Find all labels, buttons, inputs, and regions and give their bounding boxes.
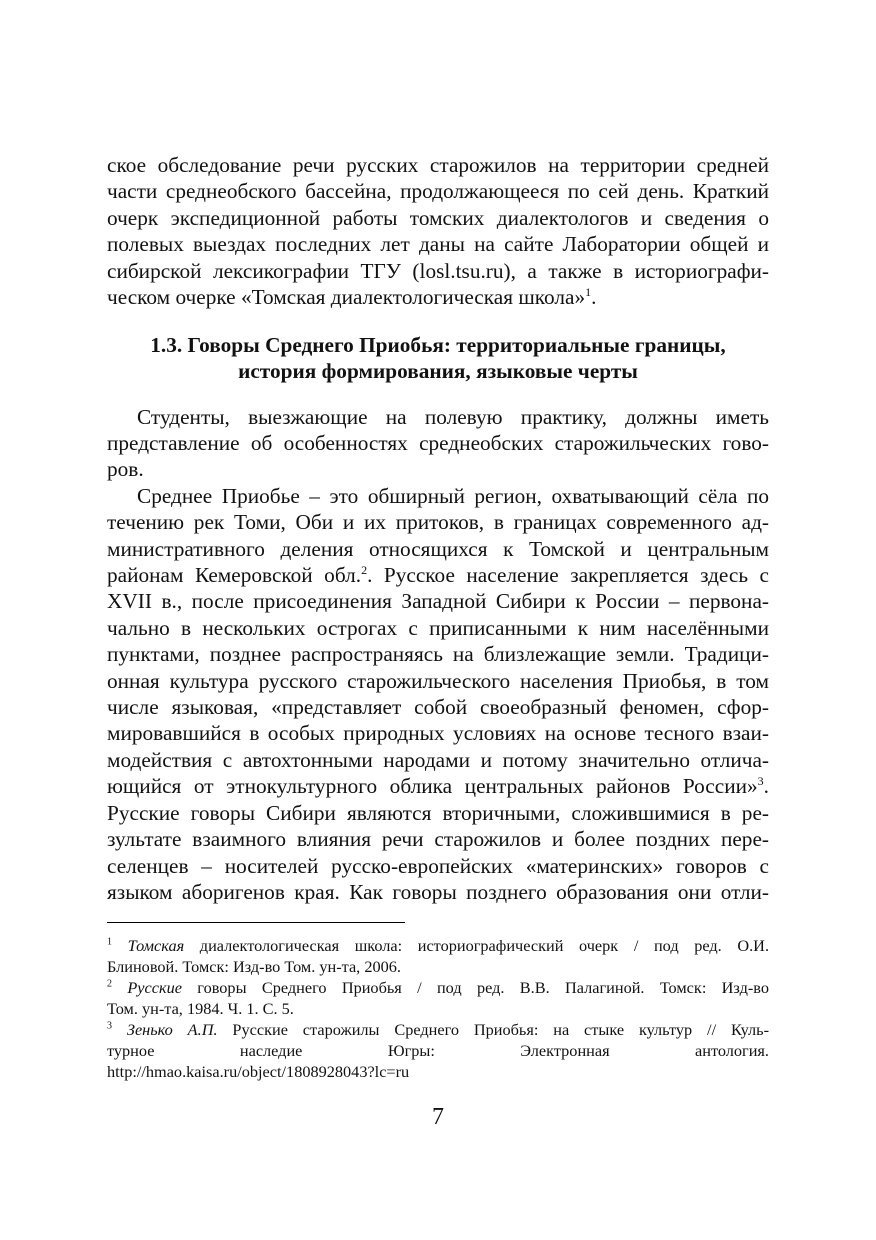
text-line: очерк экспедиционной работы томских диалектологов и сведения о <box>107 206 769 230</box>
text-line: Русские говоры Сибири являются вторичными, сложившимися в ре- <box>107 801 769 825</box>
text-line: Среднее Приобье – это обширный регион, охватывающий сёла по <box>137 484 769 508</box>
text-line: представление об особенностях среднеобских старожильческих гово- <box>107 431 769 455</box>
text-line: числе языковая, «представляет собой своеобразный феномен, сфор- <box>107 695 769 719</box>
footnote-divider <box>107 922 405 923</box>
text-line <box>107 562 769 588</box>
text: говоры Среднего Приобья / под ред. В.В. Палагиной. Томск: Изд-во <box>197 978 769 997</box>
text: . <box>591 285 597 309</box>
text-line: зультате взаимного влияния речи старожилов и более поздних пере- <box>107 827 769 851</box>
footnote-1-cont: Блиновой. Томск: Изд-во Том. ун-та, 2006. <box>107 957 401 976</box>
text-line: ров. <box>107 457 144 481</box>
footnote-3-cont: турное наследие Югры: Электронная антология. <box>107 1041 769 1060</box>
text: . <box>763 774 769 798</box>
text-line: селенцев – носителей русско-европейских «материнских» говоров с <box>107 854 769 878</box>
text-line: ское обследование речи русских старожилов на территории средней <box>107 153 769 177</box>
text: . Русское население закрепляется здесь с <box>367 563 769 587</box>
text-line: пунктами, позднее распространяясь на близлежащие земли. Традици- <box>107 642 769 666</box>
text-line <box>107 773 769 799</box>
text-line: мировавшийся в особых природных условиях на основе тесного взаи- <box>107 721 769 745</box>
footnote-number: 1 <box>107 936 112 948</box>
footnote-number: 3 <box>107 1020 112 1032</box>
footnote-2 <box>107 977 769 998</box>
section-heading: 1.3. Говоры Среднего Приобья: территориальные границы, <box>150 333 726 357</box>
footnote-ref[interactable]: 2 <box>361 562 368 577</box>
footnote-3-url[interactable]: http://hmao.kaisa.ru/object/1808928043?lc=ru <box>107 1062 410 1081</box>
footnote-author: Зенько А.П. <box>126 1020 218 1039</box>
text: районам Кемеровской обл. <box>107 563 362 587</box>
text-line: модействия с автохтонными народами и потому значительно отлича- <box>107 748 769 772</box>
text: диалектологическая школа: историографический очерк / под ред. О.И. <box>199 936 769 955</box>
text-line: чально в нескольких острогах с приписанными к ним населёнными <box>107 616 769 640</box>
text-line: Студенты, выезжающие на полевую практику, должны иметь <box>137 405 769 429</box>
text-line: части среднеобского бассейна, продолжающееся по сей день. Краткий <box>107 179 769 203</box>
text-line: онная культура русского старожильческого населения Приобья, в том <box>107 669 769 693</box>
footnote-2-cont: Том. ун-та, 1984. Ч. 1. С. 5. <box>107 999 294 1018</box>
text: ческом очерке «Томская диалектологическая школа» <box>107 285 586 309</box>
page-number: 7 <box>432 1104 444 1130</box>
text-line: XVII в., после присоединения Западной Сибири к России – первона- <box>107 589 769 613</box>
footnote-author: Томская <box>127 936 185 955</box>
footnote-number: 2 <box>107 978 112 990</box>
text-line: полевых выездах последних лет даны на сайте Лаборатории общей и <box>107 232 769 256</box>
footnote-author: Русские <box>127 978 182 997</box>
section-heading: история формирования, языковые черты <box>238 359 638 383</box>
text-line <box>107 284 769 310</box>
text-line: министративного деления относящихся к Томской и центральным <box>107 537 769 561</box>
text-line: течению рек Томи, Оби и их притоков, в границах современного ад- <box>107 510 769 534</box>
text: ющийся от этнокультурного облика центральных районов России» <box>107 774 758 798</box>
footnote-3 <box>107 1019 769 1040</box>
text-line: сибирской лексикографии ТГУ (losl.tsu.ru), а также в историографи- <box>107 259 769 283</box>
footnote-1 <box>107 935 769 956</box>
footnote-ref[interactable]: 1 <box>585 284 592 299</box>
footnote-ref[interactable]: 3 <box>757 773 764 788</box>
text-line: языком аборигенов края. Как говоры позднего образования они отли- <box>107 880 769 904</box>
text: Русские старожилы Среднего Приобья: на стыке культур // Куль- <box>232 1020 769 1039</box>
